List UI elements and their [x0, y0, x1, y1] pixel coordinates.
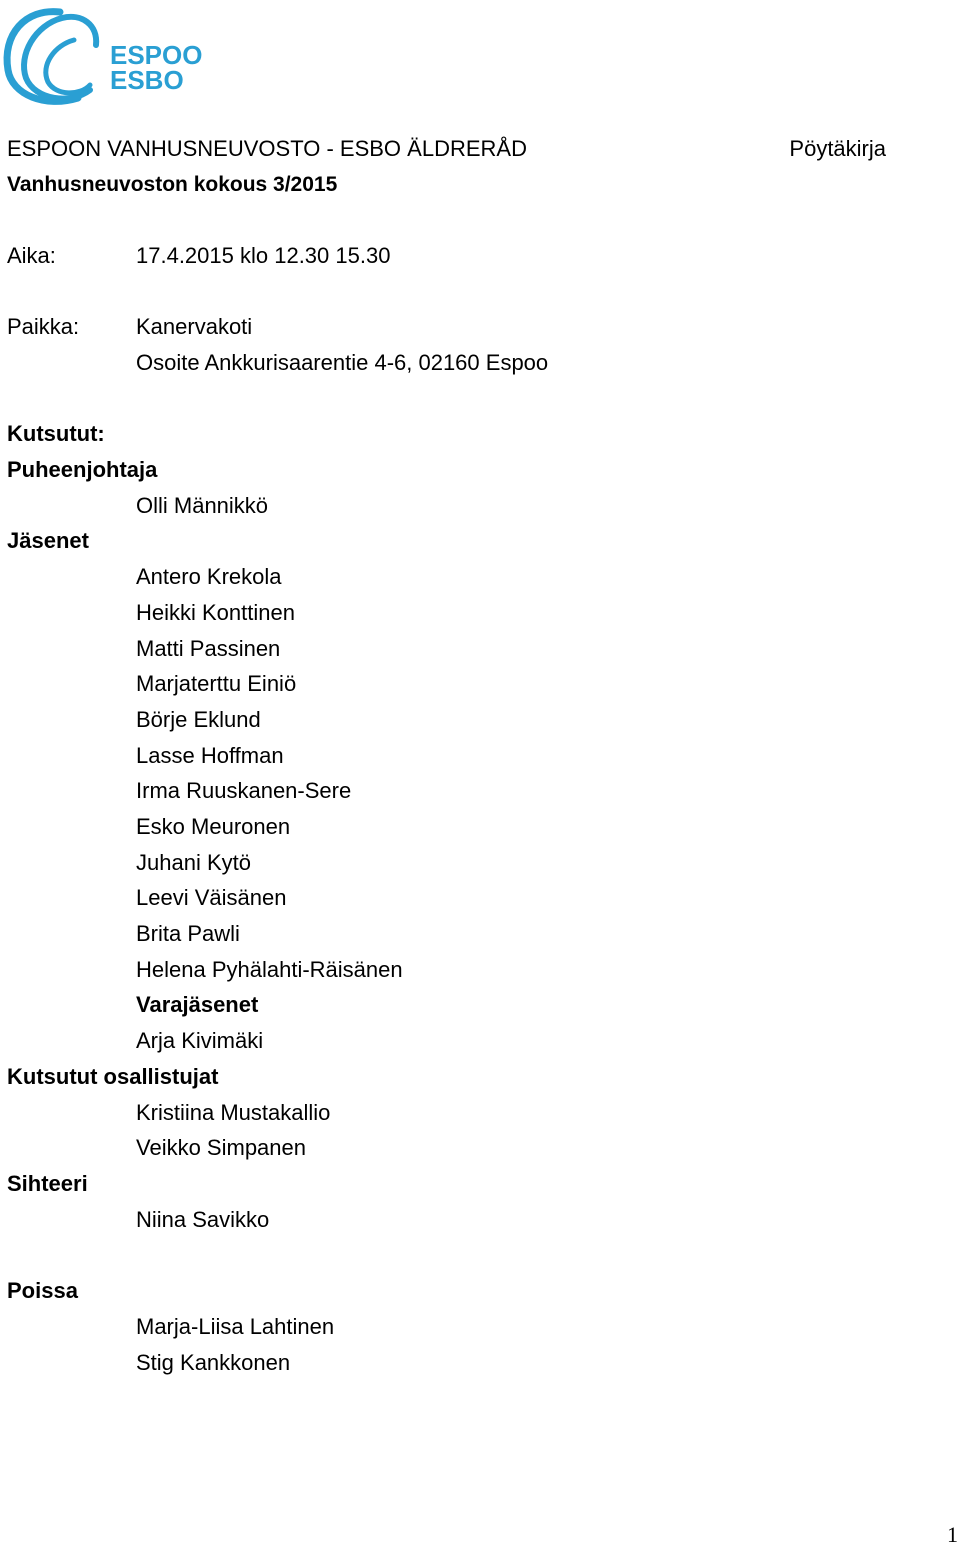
place-name: Kanervakoti: [136, 314, 253, 339]
member-name: Antero Krekola: [136, 564, 282, 589]
espoo-logo: [0, 0, 210, 112]
member-name: Heikki Konttinen: [136, 600, 295, 625]
chair-heading: Puheenjohtaja: [7, 457, 158, 482]
member-name: Leevi Väisänen: [136, 885, 287, 910]
member-name: Irma Ruuskanen-Sere: [136, 778, 352, 803]
participant-name: Veikko Simpanen: [136, 1135, 306, 1160]
member-name: Marjaterttu Einiö: [136, 671, 297, 696]
place-address: Osoite Ankkurisaarentie 4-6, 02160 Espoo: [136, 350, 549, 375]
header-doc-type: Pöytäkirja: [789, 136, 886, 161]
chair-name: Olli Männikkö: [136, 493, 269, 518]
absent-heading: Poissa: [7, 1278, 78, 1303]
deputies-heading: Varajäsenet: [136, 992, 259, 1017]
members-heading: Jäsenet: [7, 528, 89, 553]
member-name: Matti Passinen: [136, 636, 281, 661]
absent-name: Marja-Liisa Lahtinen: [136, 1314, 335, 1339]
time-label: Aika:: [7, 243, 56, 268]
participants-heading: Kutsutut osallistujat: [7, 1064, 219, 1089]
invited-heading: Kutsutut:: [7, 421, 105, 446]
logo-line1: ESPOO: [110, 40, 203, 70]
secretary-name: Niina Savikko: [136, 1207, 270, 1232]
header-org: ESPOON VANHUSNEUVOSTO - ESBO ÄLDRERÅD: [7, 136, 527, 161]
absent-name: Stig Kankkonen: [136, 1350, 291, 1375]
time-value: 17.4.2015 klo 12.30 15.30: [136, 243, 391, 268]
member-name: Brita Pawli: [136, 921, 240, 946]
deputy-name: Arja Kivimäki: [136, 1028, 264, 1053]
member-name: Helena Pyhälahti-Räisänen: [136, 957, 403, 982]
member-name: Esko Meuronen: [136, 814, 291, 839]
espoo-logo-icon: [0, 0, 210, 112]
participant-name: Kristiina Mustakallio: [136, 1100, 331, 1125]
header-meeting: Vanhusneuvoston kokous 3/2015: [7, 173, 338, 196]
secretary-heading: Sihteeri: [7, 1171, 88, 1196]
logo-line2: ESBO: [110, 65, 184, 95]
member-name: Lasse Hoffman: [136, 743, 284, 768]
member-name: Börje Eklund: [136, 707, 261, 732]
page-number: 1: [947, 1522, 958, 1547]
member-name: Juhani Kytö: [136, 850, 251, 875]
place-label: Paikka:: [7, 314, 80, 339]
